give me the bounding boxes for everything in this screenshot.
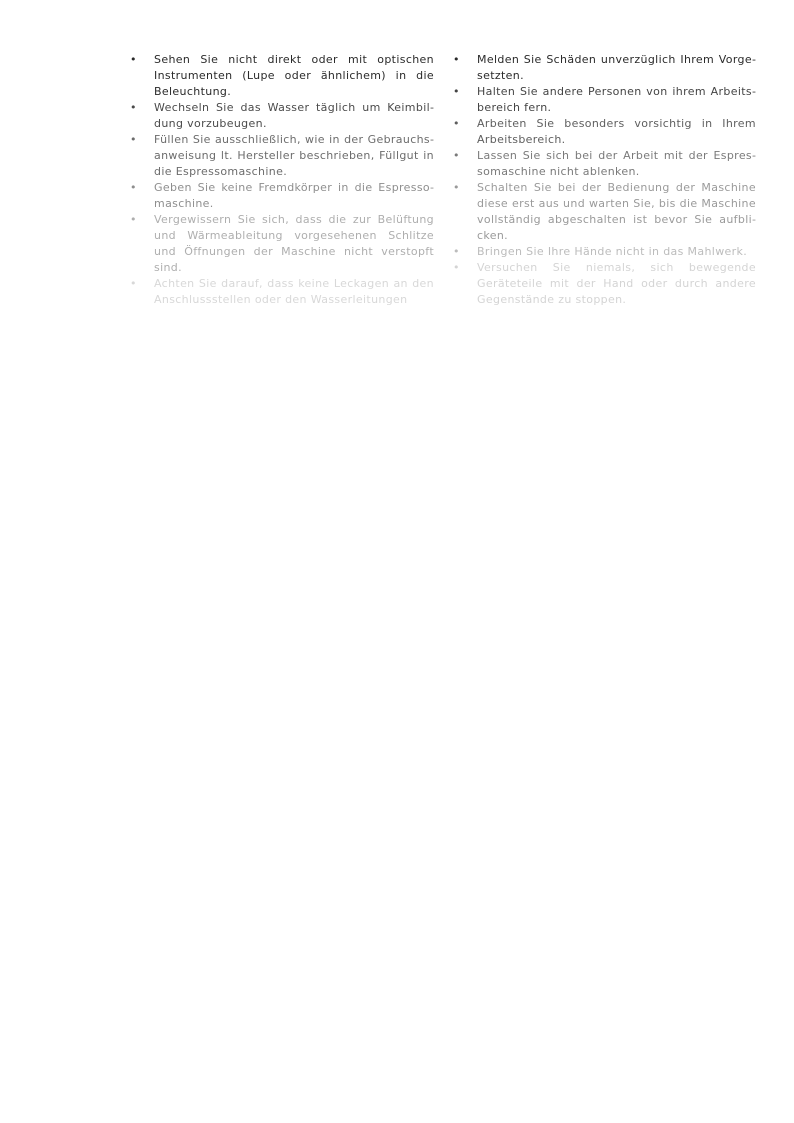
bullet-icon: • — [130, 181, 137, 194]
list-item-text: Bringen Sie Ihre Hände nicht in das Mahlwerk. — [477, 245, 748, 258]
right-column-list — [453, 52, 756, 306]
bullet-icon: • — [453, 85, 460, 98]
list-item — [130, 212, 434, 276]
list-item — [453, 180, 756, 244]
list-item — [453, 260, 756, 306]
bullet-icon: • — [130, 133, 137, 146]
bullet-icon: • — [453, 53, 460, 66]
list-item — [130, 276, 434, 304]
list-item — [130, 180, 434, 212]
list-item-text: Wechseln Sie das Wasser täglich um Keimbildung vorzubeugen. — [154, 101, 434, 130]
bullet-icon: • — [130, 53, 137, 66]
list-item-text: Schalten Sie bei der Bedienung der Maschine diese erst aus und warten Sie, bis die Maschine vollständig abgeschalten ist bevor Sie aufblicken. — [477, 181, 756, 242]
list-item — [453, 52, 756, 84]
bullet-icon: • — [453, 261, 460, 274]
list-item-text: Achten Sie darauf, dass keine Leckagen an den Anschlussstellen oder den Wasserleitungen — [154, 277, 434, 306]
list-item — [130, 52, 434, 100]
list-item-text: Geben Sie keine Fremdkörper in die Espressomaschine. — [154, 181, 434, 210]
list-item-text: Versuchen Sie niemals, sich bewegende Geräteteile mit der Hand oder durch andere Gegenstände zu stoppen. — [477, 261, 756, 306]
list-item — [130, 132, 434, 180]
bullet-icon: • — [453, 245, 460, 258]
list-item-text: Lassen Sie sich bei der Arbeit mit der Espressomaschine nicht ablenken. — [477, 149, 756, 178]
list-item-text: Vergewissern Sie sich, dass die zur Belüftung und Wärmeableitung vorgesehenen Schlitze und Öffnungen der Maschine nicht verstopft sind. — [154, 213, 434, 274]
list-item — [453, 116, 756, 148]
list-item — [453, 244, 756, 260]
list-item-text: Melden Sie Schäden unverzüglich Ihrem Vorgesetzten. — [477, 53, 756, 82]
bullet-icon: • — [130, 277, 137, 290]
bullet-icon: • — [130, 101, 137, 114]
list-item-text: Halten Sie andere Personen von ihrem Arbeitsbereich fern. — [477, 85, 756, 114]
left-column-list — [130, 52, 434, 304]
bullet-icon: • — [453, 117, 460, 130]
bullet-icon: • — [453, 181, 460, 194]
bullet-icon: • — [453, 149, 460, 162]
list-item — [130, 100, 434, 132]
list-item — [453, 148, 756, 180]
list-item-text: Arbeiten Sie besonders vorsichtig in Ihrem Arbeitsbereich. — [477, 117, 756, 146]
list-item-text: Sehen Sie nicht direkt oder mit optischen Instrumenten (Lupe oder ähnlichem) in die Beleuchtung. — [154, 53, 434, 98]
list-item-text: Füllen Sie ausschließlich, wie in der Gebrauchsanweisung lt. Hersteller beschrieben, Füllgut in die Espressomaschine. — [154, 133, 434, 178]
bullet-icon: • — [130, 213, 137, 226]
list-item — [453, 84, 756, 116]
